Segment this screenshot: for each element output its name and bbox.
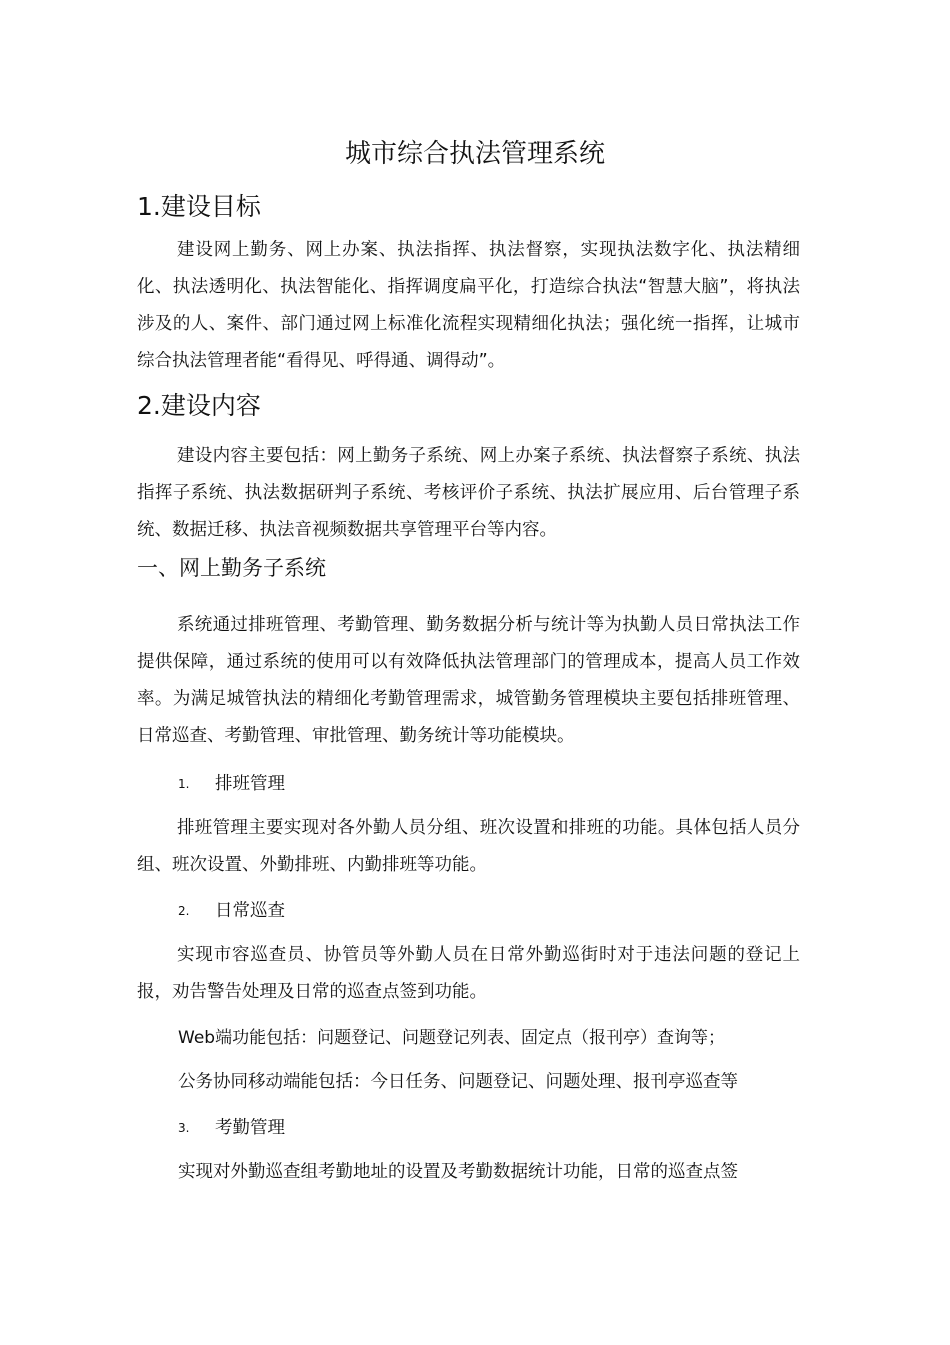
section-heading-goals: 1.建设目标 — [137, 192, 261, 221]
item-text-patrol: 实现市容巡查员、协管员等外勤人员在日常外勤巡街时对于违法问题的登记上报，劝告警告处理及日常的巡查点签到功能。 — [137, 945, 800, 1002]
item-number-3: 3. — [178, 1121, 190, 1135]
subsection-intro: 系统通过排班管理、考勤管理、勤务数据分析与统计等为执勤人员日常执法工作提供保障，通过系统的使用可以有效降低执法管理部门的管理成本，提高人员工作效率。为满足城管执法的精细化考勤管理需求，城管勤务管理模块主要包括排班管理、日常巡查、考勤管理、审批管理、勤务统计等功能模块。 — [137, 615, 800, 746]
subsection-heading: 一、网上勤务子系统 — [137, 556, 326, 580]
section-heading-content: 2.建设内容 — [137, 391, 261, 420]
item-text-scheduling: 排班管理主要实现对各外勤人员分组、班次设置和排班的功能。具体包括人员分组、班次设置、外勤排班、内勤排班等功能。 — [137, 818, 800, 875]
section-paragraph-goals: 建设网上勤务、网上办案、执法指挥、执法督察，实现执法数字化、执法精细化、执法透明化、执法智能化、指挥调度扁平化，打造综合执法“智慧大脑”，将执法涉及的人、案件、部门通过网上标准化流程实现精细化执法；强化统一指挥，让城市综合执法管理者能“看得见、呼得通、调得动”。 — [137, 240, 800, 371]
patrol-mobile-functions: 公务协同移动端能包括：今日任务、问题登记、问题处理、报刊亭巡查等 — [178, 1072, 738, 1092]
section-paragraph-content: 建设内容主要包括：网上勤务子系统、网上办案子系统、执法督察子系统、执法指挥子系统、执法数据研判子系统、考核评价子系统、执法扩展应用、后台管理子系统、数据迁移、执法音视频数据共享管理平台等内容。 — [137, 446, 800, 540]
item-label-scheduling: 排班管理 — [215, 774, 285, 794]
document-title: 城市综合执法管理系统 — [344, 139, 605, 169]
item-label-attendance: 考勤管理 — [215, 1118, 285, 1138]
item-label-patrol: 日常巡查 — [215, 901, 285, 921]
item-number-1: 1. — [178, 777, 190, 791]
item-text-attendance: 实现对外勤巡查组考勤地址的设置及考勤数据统计功能，日常的巡查点签 — [178, 1162, 738, 1182]
patrol-web-functions: Web端功能包括：问题登记、问题登记列表、固定点（报刊亭）查询等； — [178, 1028, 726, 1048]
item-number-2: 2. — [178, 904, 190, 918]
